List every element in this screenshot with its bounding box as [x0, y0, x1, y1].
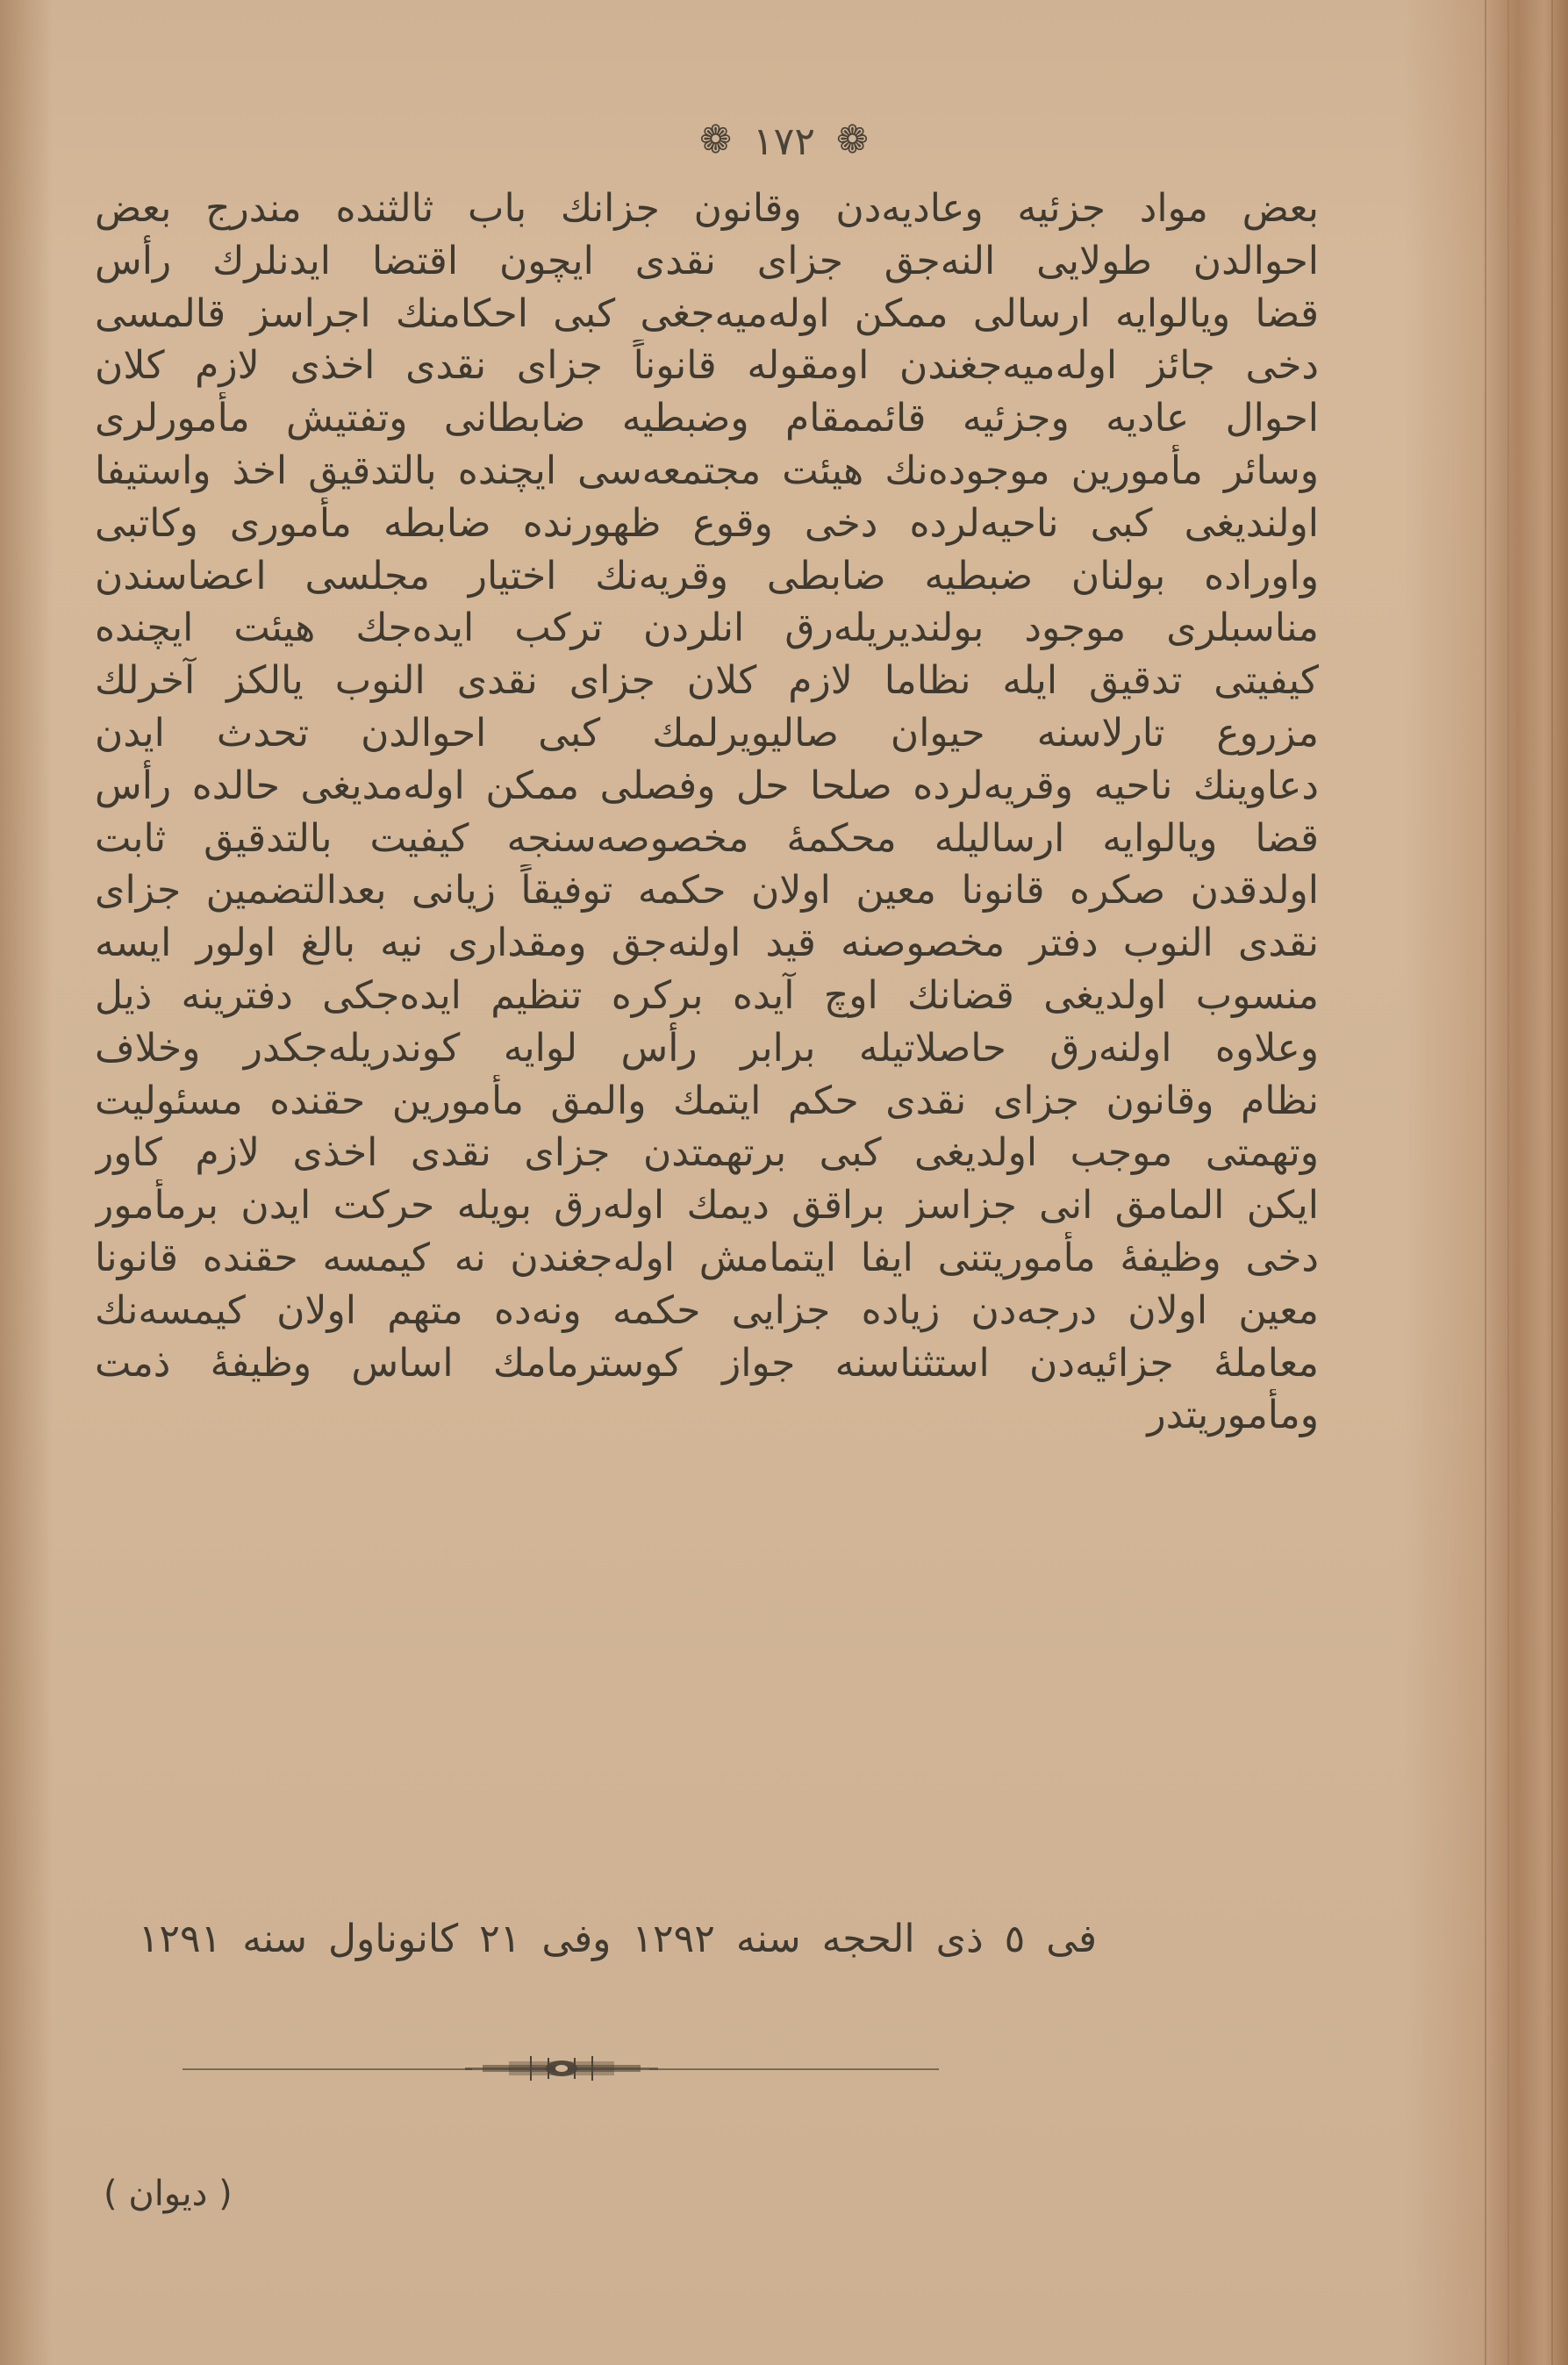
text-line: اولدقدن صكره قانونا معین اولان حكمه توفیقاً زیانی بعدالتضمین جزای [95, 868, 1319, 914]
text-line: نظام وقانون جزای نقدی حكم ایتمك والمق مأمورین حقنده مسئولیت [95, 1078, 1319, 1123]
text-line: قضا ویالوایه ارسالی ممكن اوله‌میه‌جغی كبی احكامنك اجراسز قالمسی [95, 290, 1319, 336]
text-line: نقدی النوب دفتر مخصوصنه قید اولنه‌جق ومقداری نیه بالغ اولور ایسه [95, 921, 1319, 966]
text-line: وسائر مأمورین موجوده‌نك هیئت مجتمعه‌سی ایچنده بالتدقیق اخذ واستیفا [95, 448, 1319, 493]
page-edge-shadow [1551, 0, 1553, 2365]
text-line: دعاوینك ناحیه وقریه‌لرده صلحا حل وفصلی ممكن اوله‌مدیغی حالده رأس [95, 763, 1319, 808]
floral-ornament-icon: ❁ [835, 118, 869, 162]
text-line: مناسبلری موجود بولندیریله‌رق انلردن تركب ایده‌جك هیئت ایچنده [95, 606, 1319, 651]
divider-rule [183, 2068, 472, 2070]
page-number-header [0, 116, 1568, 168]
text-line: واوراده بولنان ضبطیه ضابطی وقریه‌نك اختیار مجلسی اعضاسندن [95, 553, 1319, 598]
text-line: دخی وظیفهٔ مأموریتنی ایفا ایتمامش اوله‌جغندن نه كیمسه حقنده قانونا [95, 1235, 1319, 1280]
page-edge-shadow [1507, 0, 1509, 2365]
divider-rule [649, 2068, 939, 2070]
text-line: احوالدن طولایی النه‌جق جزای نقدی ایچون اقتضا ایدنلرك رأس [95, 238, 1319, 283]
text-line: قضا ویالوایه ارسالیله محكمهٔ مخصوصه‌سنجه كیفیت بالتدقیق ثابت [95, 815, 1319, 861]
text-line-final: ومأموریتدر [1147, 1393, 1319, 1438]
text-line: مزروع تارلاسنه حیوان صالیویرلمك كبی احوالدن تحدث ایدن [95, 710, 1319, 756]
floral-ornament-icon: ❁ [699, 118, 733, 162]
page-number: ١٧٢ [753, 119, 815, 164]
text-line: منسوب اولدیغی قضانك اوچ آیده بركره تنظیم ایده‌جكی دفترینه ذیل [95, 972, 1319, 1018]
text-line: دخی جائز اوله‌میه‌جغندن اومقوله قانوناً جزای نقدی اخذی لازم كلان [95, 343, 1319, 389]
body-text [95, 183, 1319, 1442]
text-line: ایكن المامق انی جزاسز براقق دیمك اوله‌رق بویله حركت ایدن برمأمور [95, 1183, 1319, 1229]
text-line: كیفیتی تدقیق ایله نظاما لازم كلان جزای نقدی النوب یالكز آخرلك [95, 658, 1319, 704]
date-line: فی ٥ ذی الحجه سنه ١٢٩٢ وفی ٢١ كانوناول سنه ١٢٩١ [138, 1917, 1097, 1961]
text-line: بعض مواد جزئیه وعادیه‌دن وقانون جزانك باب ثالثنده مندرج بعض [95, 186, 1319, 231]
text-line: احوال عادیه وجزئیه قائممقام وضبطیه ضابطانی وتفتیش مأمورلری [95, 396, 1319, 441]
text-line: اولندیغی كبی ناحیه‌لرده دخی وقوع ظهورنده ضابطه مأموری وكاتبی [95, 500, 1319, 546]
text-line: معاملهٔ جزائیه‌دن استثناسنه جواز كوسترمامك اساس وظیفهٔ ذمت [95, 1340, 1319, 1386]
page-edge-shadow [1485, 0, 1486, 2365]
divider-ornament-icon [465, 2049, 658, 2084]
text-line: وعلاوه اولنه‌رق حاصلاتیله برابر رأس لوایه كوندریله‌جكدر وخلاف [95, 1025, 1319, 1071]
catchword: ( دیوان ) [104, 2174, 233, 2214]
text-line: وتهمتی موجب اولدیغی كبی برتهمتدن جزای نقدی اخذی لازم كاور [95, 1130, 1319, 1176]
text-line: معین اولان درجه‌دن زیاده جزایی حكمه ونه‌ده متهم اولان كیمسه‌نك [95, 1287, 1319, 1333]
